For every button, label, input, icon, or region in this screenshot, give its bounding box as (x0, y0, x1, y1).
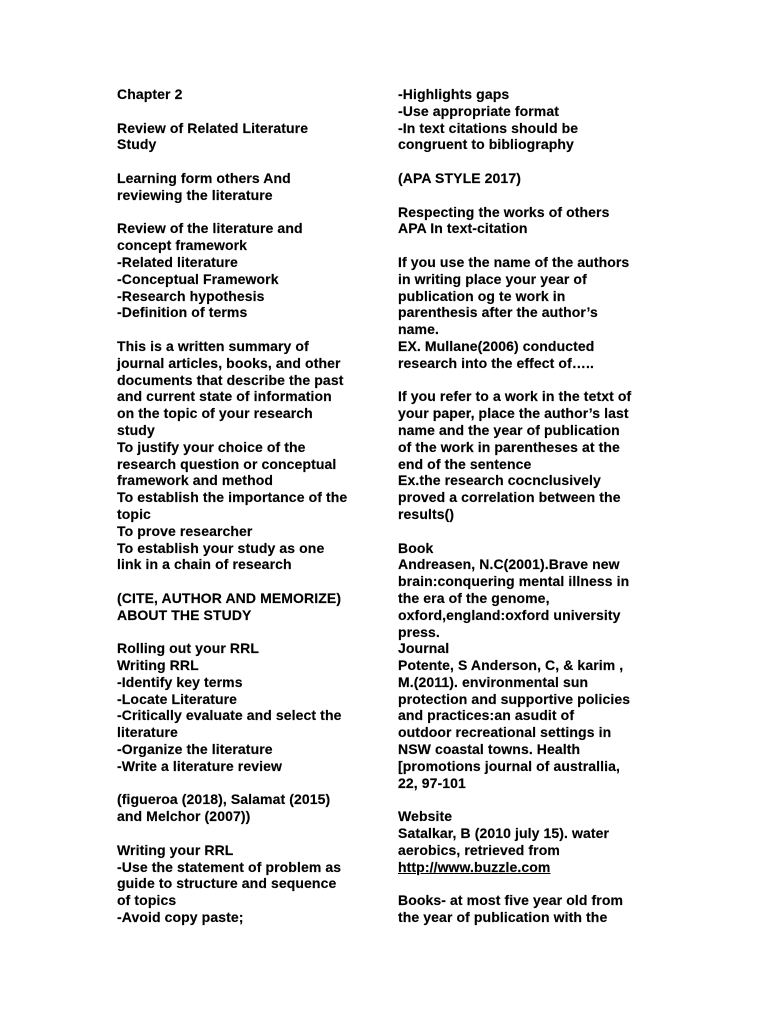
text-line: Andreasen, N.C(2001).Brave new (398, 556, 620, 573)
paragraph (117, 86, 379, 103)
paragraph (117, 120, 379, 154)
text-line: -Critically evaluate and select the (117, 707, 342, 724)
text-line: study (117, 421, 155, 438)
text-line: Satalkar, B (2010 july 15). water (398, 825, 610, 842)
text-line: on the topic of your research (117, 405, 313, 422)
text-line: research question or conceptual (117, 455, 337, 472)
text-line: Journal (398, 640, 450, 657)
paragraph (398, 86, 654, 153)
text-line: -Identify key terms (117, 673, 243, 690)
text-line: If you use the name of the authors (398, 253, 630, 270)
text-line: NSW coastal towns. Health (398, 741, 581, 758)
paragraph (398, 892, 654, 926)
text-line: Chapter 2 (117, 86, 183, 102)
paragraph (117, 220, 379, 321)
text-line: -Organize the literature (117, 741, 273, 758)
text-line: -Conceptual Framework (117, 270, 279, 287)
text-line: Books- at most five year old from (398, 892, 624, 909)
text-line: This is a written summary of (117, 337, 309, 354)
text-line: -Use the statement of problem as (117, 858, 342, 875)
text-line: aerobics, retrieved from (398, 841, 560, 858)
text-line: Ex.the research cocnclusively (398, 472, 601, 489)
text-line: Rolling out your RRL (117, 640, 259, 657)
text-line: APA In text-citation (398, 220, 528, 237)
text-line: link in a chain of research (117, 556, 292, 573)
paragraph (398, 254, 654, 372)
text-line: oxford,england:oxford university (398, 606, 621, 623)
text-line: -Use appropriate format (398, 102, 559, 119)
text-line: the era of the genome, (398, 589, 550, 606)
text-line: of topics (117, 892, 177, 909)
paragraph (117, 640, 379, 774)
text-line: If you refer to a work in the tetxt of (398, 388, 632, 405)
text-line: To establish the importance of the (117, 489, 348, 506)
text-line: in writing place your year of (398, 270, 587, 287)
text-line: literature (117, 724, 178, 741)
text-line: brain:conquering mental illness in (398, 573, 630, 590)
text-line: documents that describe the past (117, 371, 344, 388)
text-line: press. (398, 623, 440, 640)
text-line: results() (398, 505, 455, 522)
text-line: To establish your study as one (117, 539, 325, 556)
text-line: Potente, S Anderson, C, & karim , (398, 657, 624, 674)
text-line: (APA STYLE 2017) (398, 169, 521, 186)
text-line: -Locate Literature (117, 690, 238, 707)
paragraph (117, 590, 379, 624)
text-line: Study (117, 136, 157, 153)
text-line: (CITE, AUTHOR AND MEMORIZE) (117, 589, 342, 606)
text-line: To justify your choice of the (117, 438, 306, 455)
paragraph (398, 204, 654, 238)
text-line: and current state of information (117, 388, 332, 405)
text-line: Website (398, 808, 453, 825)
paragraph (398, 808, 654, 875)
text-line: proved a correlation between the (398, 489, 621, 506)
text-line: end of the sentence (398, 455, 532, 472)
paragraph (117, 791, 379, 825)
text-line: research into the effect of….. (398, 354, 594, 371)
text-line: -Highlights gaps (398, 86, 510, 102)
paragraph (117, 842, 379, 926)
text-line: topic (117, 505, 151, 522)
right-column (398, 86, 654, 943)
text-line: -Research hypothesis (117, 287, 265, 304)
text-line: Review of the literature and (117, 220, 303, 237)
text-line: -Avoid copy paste; (117, 909, 244, 926)
text-line: journal articles, books, and other (117, 354, 341, 371)
paragraph (117, 338, 379, 573)
text-line: Writing your RRL (117, 841, 234, 858)
text-line: congruent to bibliography (398, 136, 574, 153)
text-line: ABOUT THE STUDY (117, 606, 252, 623)
website-link[interactable]: http://www.buzzle.com (398, 858, 551, 875)
paragraph (398, 388, 654, 522)
text-line: publication og te work in (398, 287, 566, 304)
text-line: [promotions journal of australlia, (398, 757, 620, 774)
text-line: -Related literature (117, 253, 238, 270)
text-line: Review of Related Literature (117, 119, 309, 136)
text-line: Respecting the works of others (398, 203, 610, 220)
text-line: M.(2011). environmental sun (398, 673, 589, 690)
text-line: Writing RRL (117, 657, 199, 674)
text-line: outdoor recreational settings in (398, 724, 612, 741)
text-line: -Definition of terms (117, 304, 248, 321)
text-line: Learning form others And (117, 169, 291, 186)
text-line: reviewing the literature (117, 186, 273, 203)
text-line: -Write a literature review (117, 757, 282, 774)
paragraph (398, 540, 654, 792)
text-line: -In text citations should be (398, 119, 579, 136)
text-line: and practices:an asudit of (398, 707, 575, 724)
paragraph (398, 170, 654, 187)
text-line: and Melchor (2007)) (117, 808, 251, 825)
text-line: EX. Mullane(2006) conducted (398, 337, 595, 354)
text-line: (figueroa (2018), Salamat (2015) (117, 791, 331, 808)
text-line: concept framework (117, 237, 248, 254)
text-line: 22, 97-101 (398, 774, 466, 791)
text-line: name and the year of publication (398, 421, 620, 438)
text-line: name. (398, 321, 439, 338)
text-line: protection and supportive policies (398, 690, 631, 707)
text-line: of the work in parentheses at the (398, 438, 620, 455)
text-line: framework and method (117, 472, 274, 489)
paragraph (117, 170, 379, 204)
text-line: To prove researcher (117, 522, 253, 539)
left-column (117, 86, 379, 943)
text-line: your paper, place the author’s last (398, 405, 629, 422)
text-line: parenthesis after the author’s (398, 304, 598, 321)
text-line: the year of publication with the (398, 909, 608, 926)
text-line: guide to structure and sequence (117, 875, 337, 892)
text-line: Book (398, 539, 434, 556)
